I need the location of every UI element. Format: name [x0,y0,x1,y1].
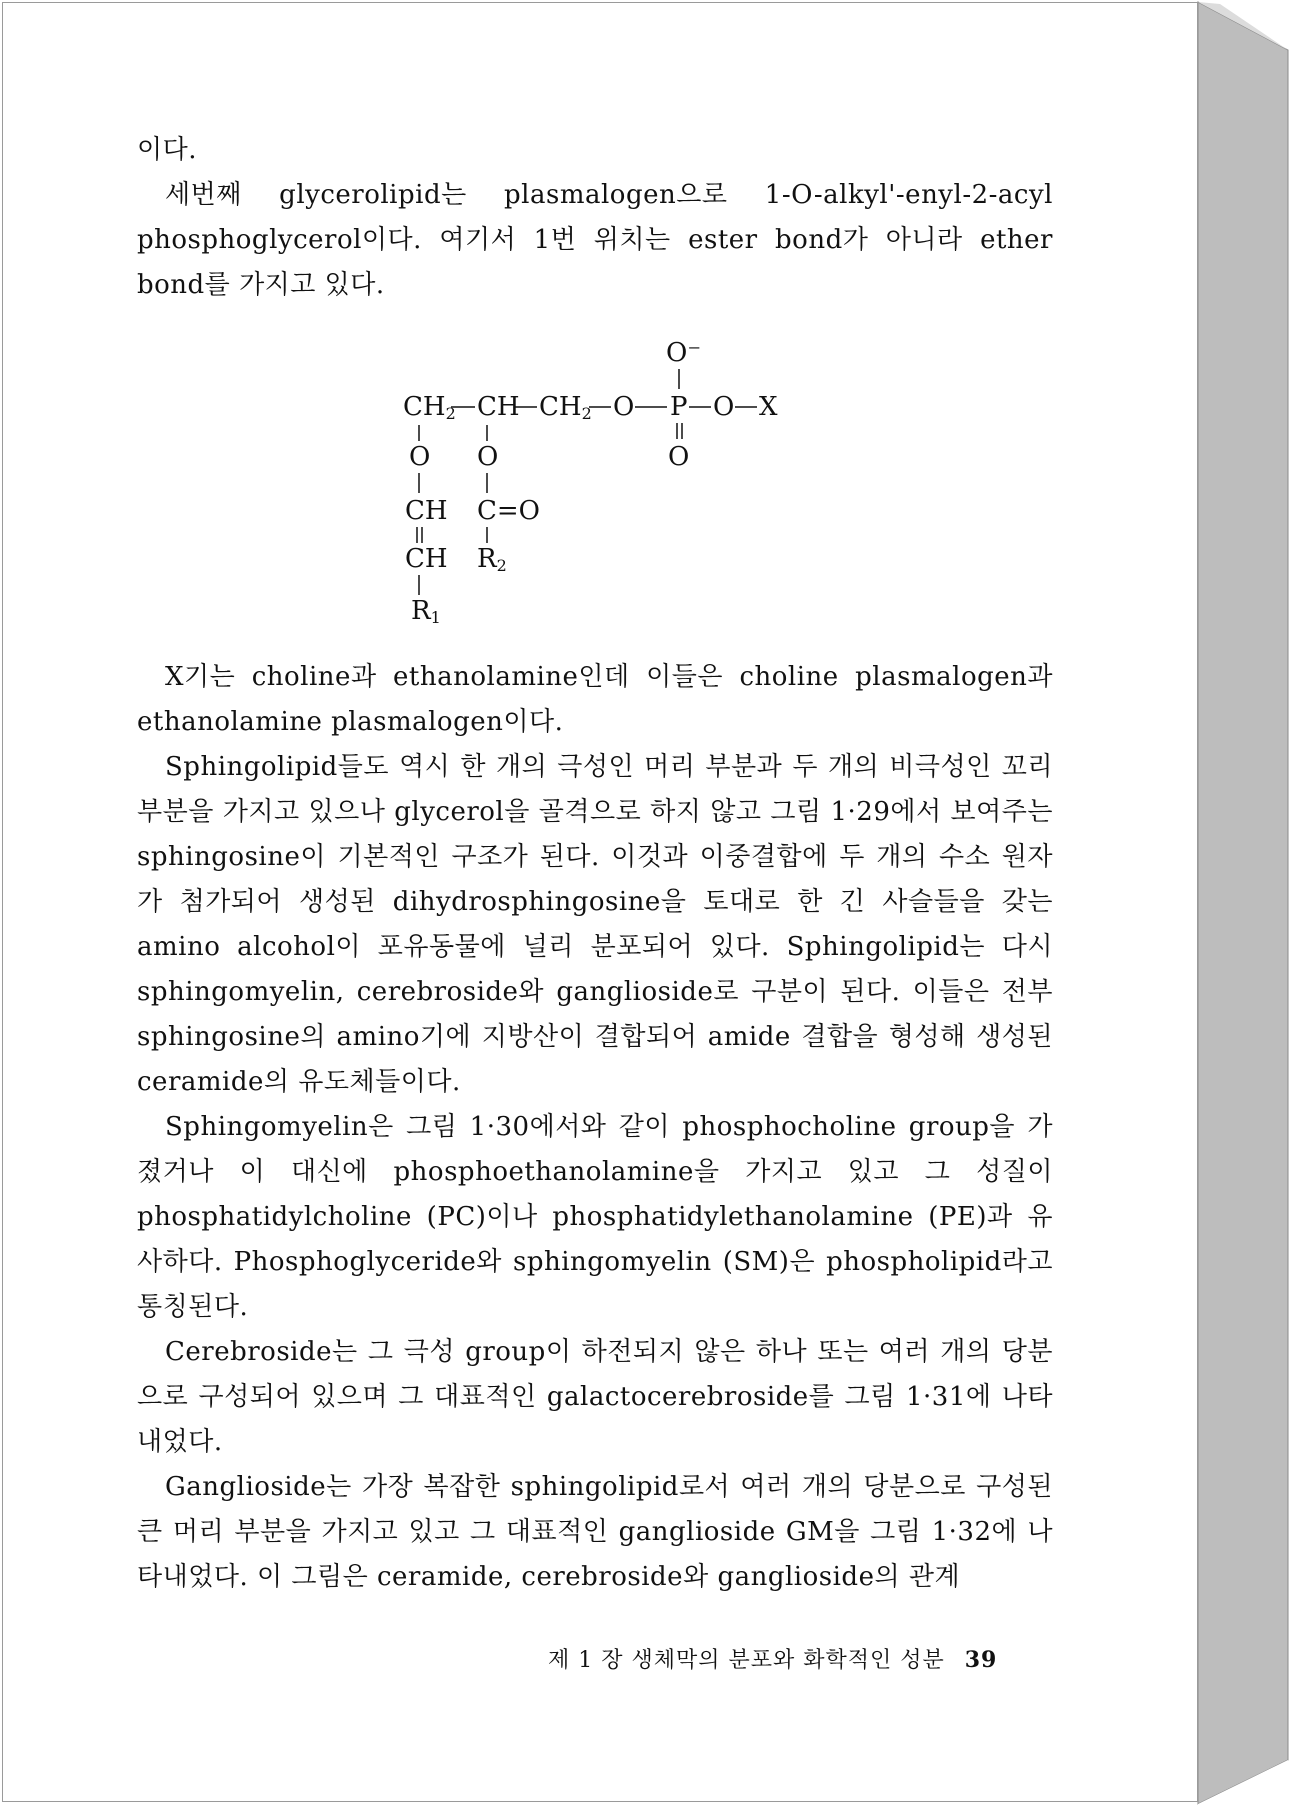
page-footer [548,1643,1053,1674]
paragraph-5: Sphingomyelin은 그림 1·30에서와 같이 phosphocholine group을 가졌거나 이 대신에 phosphoethanolamine을 가지고 있고 그 성질이 phosphatidylcholine (PC)이나 phosphatidylethanolamine (PE)과 유사하다. Phosphoglyceride와 sphingomyelin (SM)은 phospholipid라고 통칭된다. [137,1112,1053,1322]
formula-o-double: O [668,442,690,472]
paragraph-4: Sphingolipid들도 역시 한 개의 극성인 머리 부분과 두 개의 비극성인 꼬리 부분을 가지고 있으나 glycerol을 골격으로 하지 않고 그림 1·29에서 보여주는 sphingosine이 기본적인 구조가 된다. 이것과 이중결합에 두 개의 수소 원자가 첨가되어 생성된 dihydrosphingosine을 토대로 한 긴 사슬들을 갖는 amino alcohol이 포유동물에 널리 분포되어 있다. Sphingolipid는 다시 sphingomyelin, cerebroside와 ganglioside로 구분이 된다. 이들은 전부 sphingosine의 amino기에 지방산이 결합되어 amide 결합을 형성해 생성된 ceramide의 유도체들이다. [137,752,1053,1097]
formula-carbonyl: C=O [477,496,540,526]
formula-r1: R1 [411,596,441,627]
formula-ch2-left: CH2 [403,392,456,423]
formula-ch-middle: CH [477,392,520,422]
paragraph-6: Cerebroside는 그 극성 group이 하전되지 않은 하나 또는 여러 개의 당분으로 구성되어 있으며 그 대표적인 galactocerebroside를 그림 1·31에 나타내었다. [137,1337,1053,1457]
formula-o-right: O [713,392,735,422]
page-number: 39 [964,1647,998,1673]
formula-x-group: X [759,392,778,422]
formula-o-ether: O [409,442,431,472]
paragraph-1: 이다. [137,135,197,165]
plasmalogen-structure-formula [383,333,803,633]
formula-ch-vinyl-a: CH [405,496,448,526]
formula-o-minus: O⁻ [666,338,702,368]
formula-ch2-right: CH2 [539,392,592,423]
formula-r2: R2 [477,544,507,575]
paragraph-2: 세번째 glycerolipid는 plasmalogen으로 1-O-alkyl'-enyl-2-acyl phosphoglycerol이다. 여기서 1번 위치는 ester bond가 아니라 ether bond를 가지고 있다. [137,180,1053,300]
book-page [2,2,1198,1802]
formula-o-acyl: O [477,442,499,472]
formula-o-ester: O [613,392,635,422]
formula-phosphorus: P [670,392,688,422]
paragraph-3: X기는 choline과 ethanolamine인데 이들은 choline plasmalogen과 ethanolamine plasmalogen이다. [137,662,1053,737]
chapter-title: 제 1 장 생체막의 분포와 화학적인 성분 [548,1648,945,1673]
formula-ch-vinyl-b: CH [405,544,448,574]
paragraph-7: Ganglioside는 가장 복잡한 sphingolipid로서 여러 개의 당분으로 구성된 큰 머리 부분을 가지고 있고 그 대표적인 ganglioside GM을 그림 1·32에 나타내었다. 이 그림은 ceramide, cerebroside와 ganglioside의 관계 [137,1472,1053,1592]
